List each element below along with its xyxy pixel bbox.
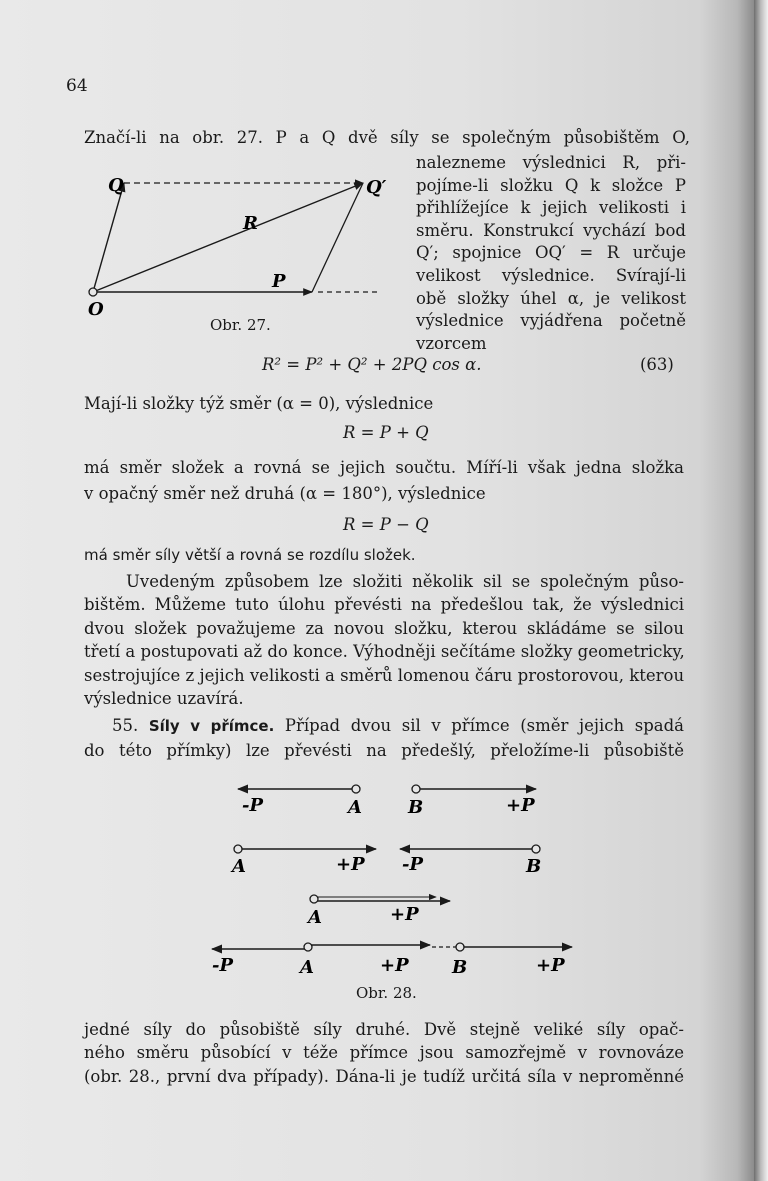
equation-sum: R = P + Q [343, 423, 429, 442]
paragraph-line: má směr složek a rovná se jejich součtu. Míří-li však jedna složka [84, 458, 684, 477]
label-plus-p: +P [536, 955, 565, 976]
point-a [304, 943, 312, 951]
label-b: B [408, 797, 424, 818]
point-b [456, 943, 464, 951]
equation-63: R² = P² + Q² + 2PQ cos α. [262, 355, 482, 374]
label-minus-p: -P [212, 955, 234, 976]
point-a [352, 785, 360, 793]
paragraph-line: (obr. 28., první dva případy). Dána-li je tudíž určitá síla v neproměnné [84, 1066, 684, 1086]
point-b [532, 845, 540, 853]
paragraph-line: jedné síly do působiště síly druhé. Dvě stejně veliké síly opač- [84, 1020, 684, 1039]
equation-diff: R = P − Q [343, 515, 429, 534]
label-p: P [272, 271, 286, 292]
point-a [310, 895, 318, 903]
equation-63-number: (63) [640, 355, 674, 374]
page-number: 64 [66, 76, 88, 96]
label-minus-p: -P [242, 795, 264, 816]
section-title: Síly v přímce. [148, 717, 275, 735]
label-a: A [348, 797, 362, 818]
paragraph-line: Značí-li na obr. 27. P a Q dvě síly se společným působištěm O, [84, 128, 690, 147]
label-plus-p: +P [390, 904, 419, 925]
label-b: B [452, 957, 468, 978]
label-plus-p: +P [380, 955, 409, 976]
paragraph-line: má směr síly větší a rovná se rozdílu složek. [84, 546, 416, 564]
label-minus-p: -P [402, 854, 424, 875]
paragraph-line: dvou složek považujeme za novou složku, kterou skládáme se silou [84, 618, 684, 638]
paragraph-line: přihlížejíce k jejich velikosti i [416, 198, 686, 218]
label-plus-p: +P [336, 854, 365, 875]
figure-27-caption: Obr. 27. [210, 316, 271, 334]
label-a: A [300, 957, 314, 978]
paragraph-line: výslednice vyjádřena početně [416, 311, 686, 331]
paragraph-line: sestrojujíce z jejich velikosti a směrů lomenou čáru prostorovou, kterou [84, 665, 685, 685]
point-b [412, 785, 420, 793]
paragraph-line: výslednice uzavírá. [84, 689, 244, 708]
paragraph-line: Mají-li složky týž směr (α = 0), výslednice [84, 394, 434, 413]
vector-q [93, 183, 124, 292]
paragraph-line: v opačný směr než druhá (α = 180°), výslednice [84, 484, 486, 503]
paragraph-line: Uvedeným způsobem lze složiti několik sil se společným půso- [126, 572, 684, 591]
line-p-qprime [312, 183, 363, 292]
section-line-rest: Případ dvou sil v přímce (směr jejich spadá [284, 716, 684, 735]
label-o: O [88, 299, 104, 320]
figure-28 [200, 775, 600, 985]
figure-27 [80, 165, 410, 335]
point-o [89, 288, 97, 296]
paragraph-line: velikost výslednice. Svírají-li [416, 266, 686, 285]
label-plus-p: +P [506, 795, 535, 816]
paragraph-line: směru. Konstrukcí vychází bod [416, 220, 686, 240]
vector-r [93, 183, 363, 292]
label-a: A [232, 856, 246, 877]
section-55-line1 [112, 718, 684, 735]
page-edge [754, 0, 768, 1181]
figure-28-caption: Obr. 28. [356, 984, 417, 1002]
paragraph-line: ného směru působící v téže přímce jsou samozřejmě v rovnováze [84, 1043, 684, 1063]
paragraph-line: obě složky úhel α, je velikost [416, 288, 686, 308]
paragraph-line: bištěm. Můžeme tuto úlohu převésti na předešlou tak, že výslednici [84, 595, 684, 615]
label-q: Q [108, 175, 124, 196]
label-b: B [526, 856, 542, 877]
paragraph-line: do této přímky) lze převésti na předešlý, přeložíme-li působiště [84, 741, 684, 760]
section-number: 55. [112, 716, 139, 735]
paragraph-line: vzorcem [416, 333, 487, 353]
paragraph-line: nalezneme výslednici R, při- [416, 153, 686, 172]
paragraph-line: třetí a postupovati až do konce. Výhodněji sečítáme složky geometricky, [84, 642, 685, 662]
label-q-prime: Q′ [366, 177, 387, 198]
paragraph-line: pojíme-li složku Q k složce P [416, 175, 686, 195]
point-a [234, 845, 242, 853]
label-r: R [243, 213, 258, 234]
paragraph-line: Q′; spojnice OQ′ = R určuje [416, 243, 686, 263]
label-a: A [308, 907, 322, 928]
